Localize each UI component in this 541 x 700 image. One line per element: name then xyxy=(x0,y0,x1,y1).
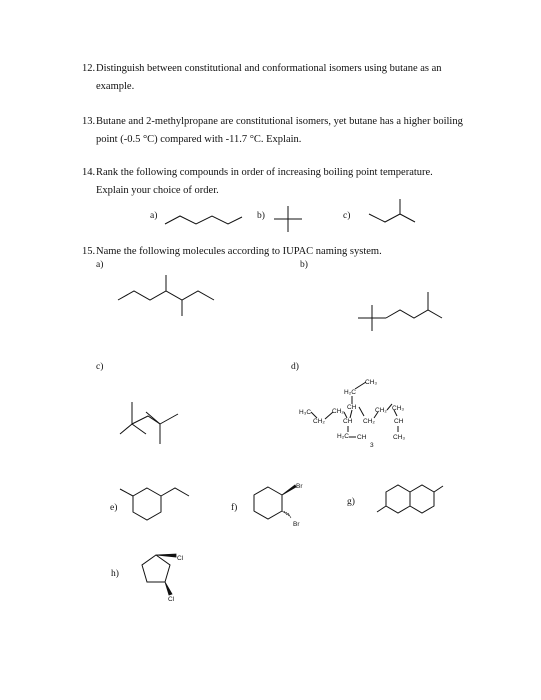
question-text-cont: example. xyxy=(96,80,135,92)
question-number: 13. xyxy=(82,116,96,127)
question-text: Distinguish between constitutional and conformational isomers using butane as an xyxy=(96,63,442,74)
q15-label-b: b) xyxy=(300,260,308,270)
question-number: 14. xyxy=(82,167,96,178)
q15g-skeleton xyxy=(377,485,443,513)
q14-label-a: a) xyxy=(150,211,158,221)
question-text-cont: Explain your choice of order. xyxy=(96,184,219,196)
q14-label-b: b) xyxy=(257,211,265,221)
q15-label-c: c) xyxy=(96,362,104,372)
q15e-skeleton xyxy=(120,488,189,520)
q15-label-f: f) xyxy=(231,503,238,513)
question-text-cont: point (-0.5 °C) compared with -11.7 °C. Explain. xyxy=(96,133,302,145)
question-number: 15. xyxy=(82,246,96,257)
atom-ch3-right: CH₃ xyxy=(392,405,405,412)
atom-ch2-a: CH₂ xyxy=(313,418,325,425)
atom-h3c: H₃C xyxy=(299,409,312,416)
q15a-skeleton xyxy=(118,275,214,316)
q14c-isopentane-skeleton xyxy=(369,214,415,222)
atom-ch2-d: CH₂ xyxy=(375,407,387,414)
atom-ch-bottom: CH xyxy=(357,434,367,441)
question-text: Name the following molecules according to IUPAC naming system. xyxy=(96,246,382,257)
atom-cl-bottom: Cl xyxy=(168,596,175,603)
q15h-skeleton xyxy=(142,554,184,603)
q15-label-g: g) xyxy=(347,497,355,507)
atom-ch3-top: CH₃ xyxy=(365,379,378,386)
atom-subscript-3: 3 xyxy=(370,442,374,449)
q15-label-h: h) xyxy=(111,569,119,579)
q15-label-a: a) xyxy=(96,260,104,270)
atom-ch-c: CH xyxy=(394,418,404,425)
q15c-skeleton xyxy=(120,402,178,444)
q15-label-d: d) xyxy=(291,362,299,372)
atom-ch2-b: CH₂ xyxy=(332,408,344,415)
question-text: Butane and 2-methylpropane are constitutional isomers, yet butane has a higher boiling xyxy=(96,116,463,127)
atom-h2c-bottom: H₂C xyxy=(337,433,349,440)
q14a-pentane-skeleton xyxy=(165,216,242,224)
q14-label-c: c) xyxy=(343,211,351,221)
atom-ch2-c: CH₂ xyxy=(363,418,375,425)
atom-ch-b: CH xyxy=(347,404,357,411)
atom-br-top: Br xyxy=(296,483,303,490)
atom-ch3-bottom: CH₃ xyxy=(393,434,406,441)
atom-cl-top: Cl xyxy=(177,555,184,562)
q14b-neopentane-skeleton xyxy=(274,206,302,232)
q15d-condensed-formula xyxy=(299,379,405,449)
question-text: Rank the following compounds in order of increasing boiling point temperature. xyxy=(96,167,433,178)
question-number: 12. xyxy=(82,63,96,74)
atom-br-bottom: Br xyxy=(293,521,300,528)
q15b-skeleton xyxy=(358,292,442,331)
q15f-skeleton xyxy=(254,483,303,528)
atom-h2c-top: H₂C xyxy=(344,389,356,396)
q15-label-e: e) xyxy=(110,503,118,513)
atom-ch-a: CH xyxy=(343,418,353,425)
